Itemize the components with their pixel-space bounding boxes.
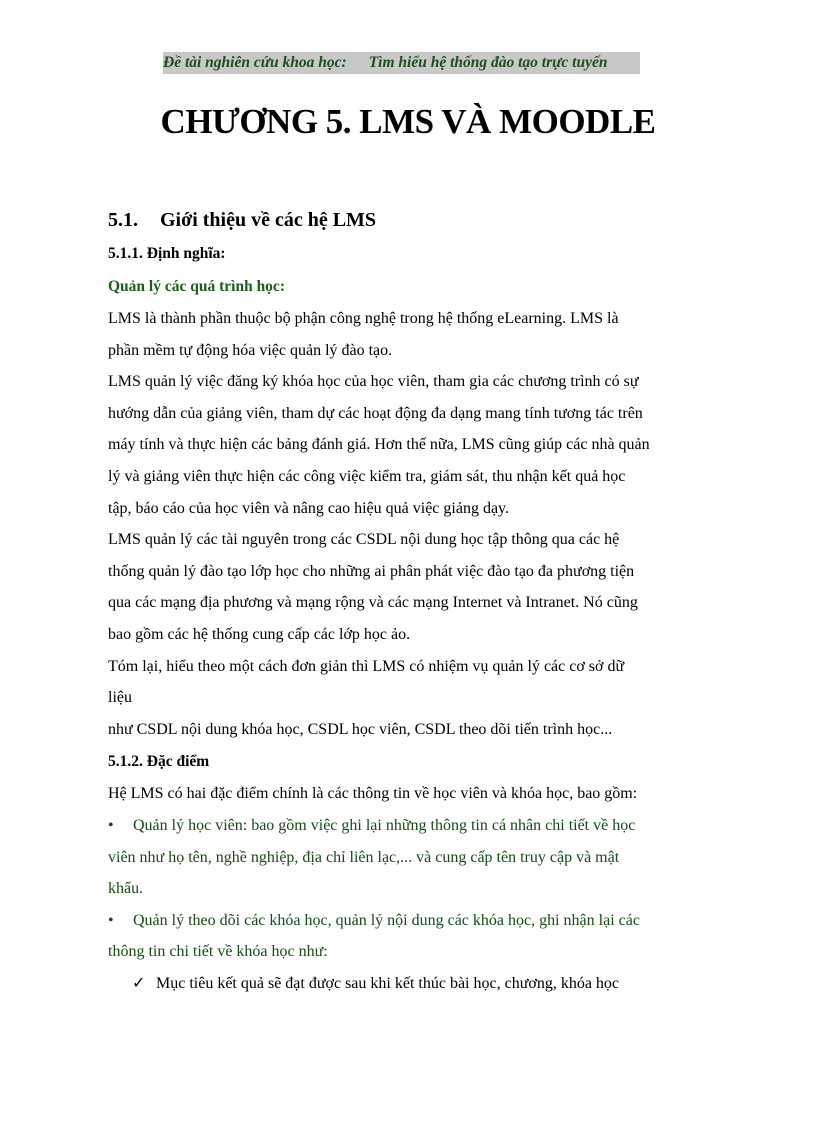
- header-topic-title: Tìm hiểu hệ thống đào tạo trực tuyến: [368, 54, 608, 71]
- para-line: liệu: [108, 689, 132, 707]
- para-line: LMS quản lý việc đăng ký khóa học của học viên, tham gia các chương trình có sự: [108, 373, 639, 391]
- bullet-line: viên như họ tên, nghề nghiệp, địa chỉ liên lạc,... và cung cấp tên truy cập và mật: [108, 848, 620, 866]
- para-line: như CSDL nội dung khóa học, CSDL học viên, CSDL theo dõi tiến trình học...: [108, 720, 613, 738]
- bullet-line: thông tin chi tiết về khóa học như:: [108, 943, 328, 961]
- bullet-icon: •: [108, 816, 114, 834]
- para-line: hướng dẫn của giảng viên, tham dự các hoạt động đa dạng mang tính tương tác trên: [108, 404, 643, 422]
- bullet-icon: •: [108, 911, 114, 929]
- checkmark-icon: ✓: [132, 974, 146, 992]
- para-line: máy tính và thực hiện các bảng đánh giá. Hơn thế nữa, LMS cũng giúp các nhà quản: [108, 436, 650, 454]
- para-line: tập, báo cáo của học viên và nâng cao hiệu quả việc giảng dạy.: [108, 499, 510, 517]
- subsection-heading-features: 5.1.2. Đặc điểm: [108, 753, 210, 771]
- bullet-line: khẩu.: [108, 880, 144, 898]
- para-line: bao gồm các hệ thống cung cấp các lớp học ảo.: [108, 625, 411, 643]
- section-number: 5.1.: [108, 209, 138, 231]
- para-line: LMS là thành phần thuộc bộ phận công nghệ trong hệ thống eLearning. LMS là: [108, 310, 619, 327]
- page-header: [163, 52, 640, 74]
- bullet-text: Quản lý theo dõi các khóa học, quản lý nội dung các khóa học, ghi nhận lại các: [133, 911, 640, 929]
- para-line: lý và giảng viên thực hiện các công việc kiểm tra, giám sát, thu nhận kết quả học: [108, 467, 626, 485]
- check-item: [108, 968, 708, 1000]
- para-line: Tóm lại, hiểu theo một cách đơn giản thì LMS có nhiệm vụ quản lý các cơ sở dữ: [108, 657, 625, 675]
- subsection-heading-definition: 5.1.1. Định nghĩa:: [108, 245, 226, 262]
- para-line: thống quản lý đào tạo lớp học cho những ai phân phát việc đào tạo đa phương tiện: [108, 562, 635, 580]
- document-body: [108, 203, 708, 999]
- intro-line: Hệ LMS có hai đặc điểm chính là các thông tin về học viên và khóa học, bao gồm:: [108, 785, 638, 803]
- bullet-text: Quản lý học viên: bao gồm việc ghi lại những thông tin cá nhân chi tiết về học: [133, 816, 636, 834]
- para-line: phần mềm tự động hóa việc quản lý đào tạo.: [108, 341, 393, 359]
- para-line: LMS quản lý các tài nguyên trong các CSDL nội dung học tập thông qua các hệ: [108, 531, 620, 549]
- section-title: Giới thiệu về các hệ LMS: [160, 209, 377, 231]
- header-topic-label: Đề tài nghiên cứu khoa học:: [163, 54, 347, 71]
- chapter-title: CHƯƠNG 5. LMS VÀ MOODLE: [160, 102, 656, 141]
- check-text: Mục tiêu kết quả sẽ đạt được sau khi kết thúc bài học, chương, khóa học: [156, 974, 620, 992]
- bullet-item: [108, 810, 708, 842]
- para-line: qua các mạng địa phương và mạng rộng và các mạng Internet và Intranet. Nó cũng: [108, 594, 638, 612]
- bullet-item: [108, 905, 708, 937]
- green-heading: Quản lý các quá trình học:: [108, 278, 285, 295]
- section-heading: [108, 203, 708, 237]
